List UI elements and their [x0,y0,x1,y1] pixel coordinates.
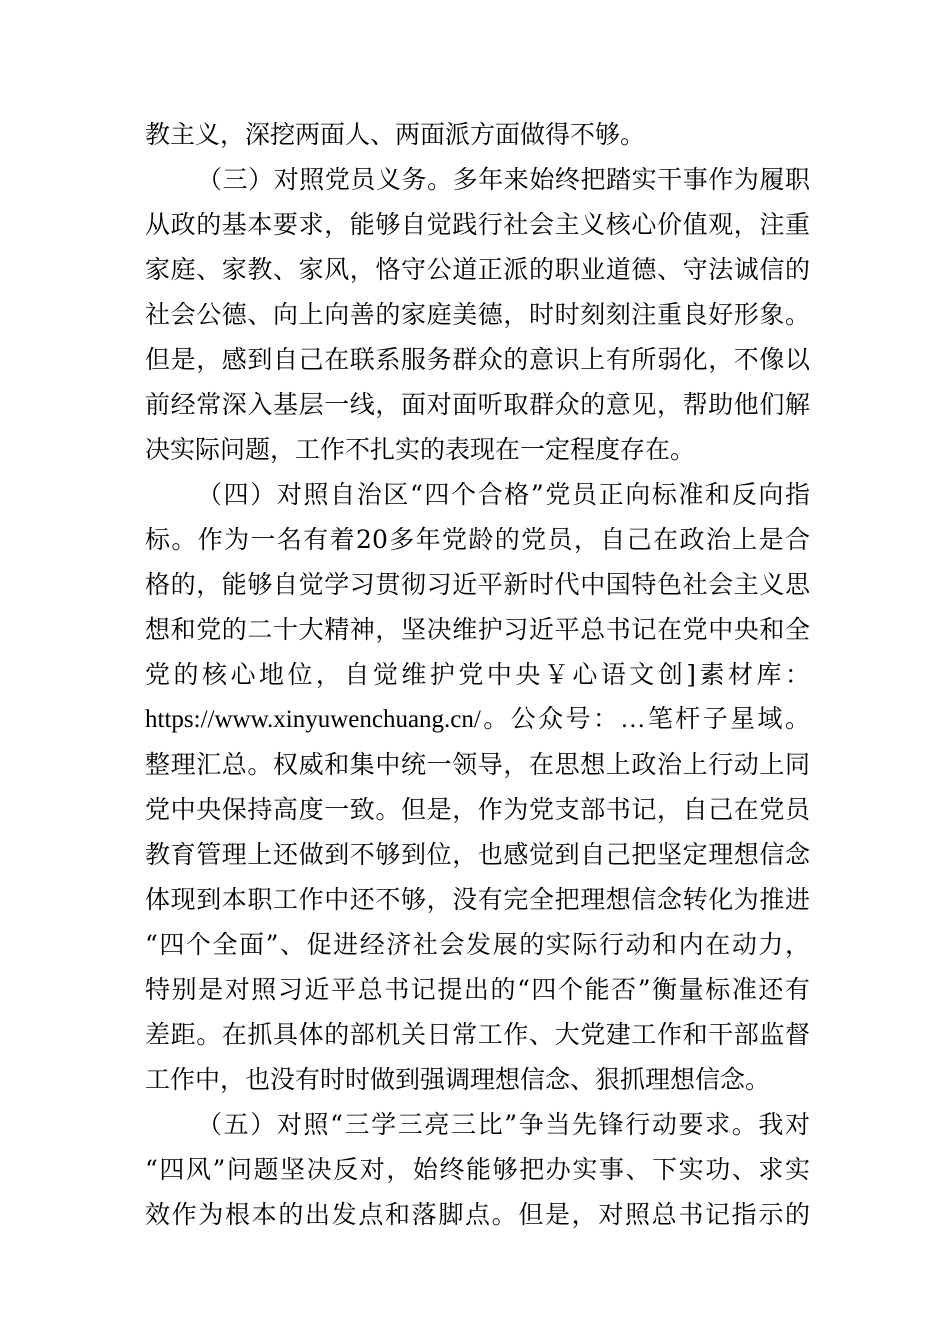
text-line: 特别是对照习近平总书记提出的“四个能否”衡量标准还有 [145,975,810,1004]
text-line: 党的核心地位，自觉维护党中央￥心语文创]素材库： [145,660,810,689]
text-line: 标。作为一名有着20多年党龄的党员，自己在政治上是合 [145,525,810,554]
text-line: 想和党的二十大精神，坚决维护习近平总书记在党中央和全 [145,615,810,644]
text-line: 体现到本职工作中还不够，没有完全把理想信念转化为推进 [145,885,810,914]
text-line: 工作中，也没有时时做到强调理想信念、狠抓理想信念。 [145,1065,771,1094]
text-line: 教主义，深挖两面人、两面派方面做得不够。 [145,120,646,149]
text-line: 决实际问题，工作不扎实的表现在一定程度存在。 [145,435,696,464]
paragraph-heading-4: （四）对照自治区“四个合格”党员正向标准和反向指 [197,480,810,509]
text-line: 家庭、家教、家风，恪守公道正派的职业道德、守法诚信的 [145,255,810,284]
paragraph-heading-5: （五）对照“三学三亮三比”争当先锋行动要求。我对 [197,1110,810,1139]
text-line: 党中央保持高度一致。但是，作为党支部书记，自己在党员 [145,795,810,824]
text-line: 格的，能够自觉学习贯彻习近平新时代中国特色社会主义思 [145,570,810,599]
text-line: “四个全面”、促进经济社会发展的实际行动和内在动力， [145,930,810,959]
text-line: 但是，感到自己在联系服务群众的意识上有所弱化，不像以 [145,345,810,374]
text-line: 从政的基本要求，能够自觉践行社会主义核心价值观，注重 [145,210,810,239]
text-line: 整理汇总。权威和集中统一领导，在思想上政治上行动上同 [145,750,810,779]
text-line: 前经常深入基层一线，面对面听取群众的意见，帮助他们解 [145,390,810,419]
text-line: 差距。在抓具体的部机关日常工作、大党建工作和干部监督 [145,1020,810,1049]
text-line: 教育管理上还做到不够到位，也感觉到自己把坚定理想信念 [145,840,810,869]
url-line: https://www.xinyuwenchuang.cn/。公众号：…笔杆子星域。 [145,706,810,733]
paragraph-heading-3: （三）对照党员义务。多年来始终把踏实干事作为履职 [197,165,810,194]
text-line: 社会公德、向上向善的家庭美德，时时刻刻注重良好形象。 [145,300,810,329]
text-line: 效作为根本的出发点和落脚点。但是，对照总书记指示的 [145,1200,810,1229]
text-line: “四风”问题坚决反对，始终能够把办实事、下实功、求实 [145,1155,810,1184]
